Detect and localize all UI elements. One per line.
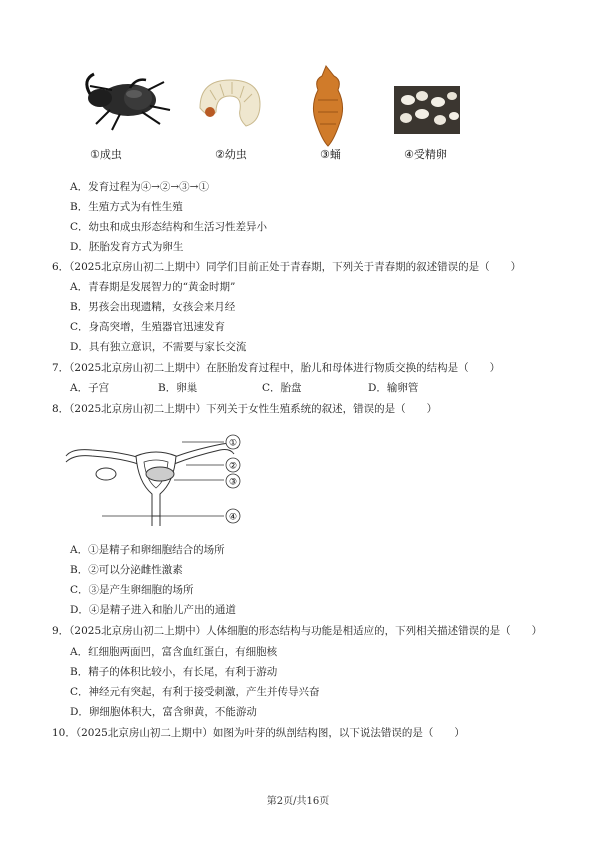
female-reproductive-diagram (62, 430, 252, 530)
caption-adult: ①成虫 (90, 148, 122, 161)
beetle-adult-image (87, 74, 170, 130)
q6-option-b: B．男孩会出现遗精，女孩会来月经 (70, 301, 236, 313)
q6-option-a: A．青春期是发展智力的“黄金时期” (70, 281, 236, 293)
diagram-label-2 (226, 458, 240, 472)
q8-option-d: D．④是精子进入和胎儿产出的通道 (70, 604, 236, 616)
q7-option-c: C．胎盘 (262, 382, 302, 394)
q6-stem: 6．（2025北京房山初二上期中）同学们目前正处于青春期，下列关于青春期的叙述错误的是（ ） (52, 261, 522, 273)
q7-option-a: A．子宫 (70, 382, 110, 394)
q7-option-d: D．输卵管 (368, 382, 419, 394)
diagram-label-1 (226, 435, 240, 449)
caption-egg: ④受精卵 (404, 148, 447, 161)
diagram-label-2-text: ② (228, 461, 238, 472)
q5-option-b: B．生殖方式为有性生殖 (70, 201, 183, 213)
page-footer: 第2页/共16页 (266, 796, 330, 807)
q6-option-d: D．具有独立意识，不需要与家长交流 (70, 341, 247, 353)
q8-stem: 8．（2025北京房山初二上期中）下列关于女性生殖系统的叙述，错误的是（ ） (52, 403, 438, 415)
grub-larva-image (200, 80, 260, 126)
q9-option-b: B．精子的体积比较小，有长尾，有利于游动 (70, 666, 278, 678)
q6-option-c: C．身高突增，生殖器官迅速发育 (70, 321, 226, 333)
q9-option-a: A．红细胞两面凹，富含血红蛋白，有细胞核 (70, 646, 278, 658)
eggs-image (394, 86, 460, 134)
pupa-image (313, 66, 342, 146)
diagram-label-3-text: ③ (228, 477, 238, 488)
q5-option-d: D．胚胎发育方式为卵生 (70, 241, 184, 253)
diagram-label-3 (226, 474, 240, 488)
q8-option-b: B．②可以分泌雌性激素 (70, 564, 183, 576)
diagram-label-4-text: ④ (228, 512, 238, 523)
q5-option-a: A．发育过程为④→②→③→① (70, 181, 209, 193)
diagram-label-1-text: ① (228, 438, 238, 449)
q8-option-c: C．③是产生卵细胞的场所 (70, 584, 194, 596)
q9-option-c: C．神经元有突起，有利于接受刺激，产生并传导兴奋 (70, 686, 320, 698)
q8-option-a: A．①是精子和卵细胞结合的场所 (70, 544, 225, 556)
q10-stem: 10．（2025北京房山初二上期中）如图为叶芽的纵剖结构图，以下说法错误的是（ ） (52, 727, 465, 739)
q5-option-c: C．幼虫和成虫形态结构和生活习性差异小 (70, 221, 268, 233)
diagram-label-4 (226, 509, 240, 523)
caption-pupa: ③蛹 (320, 148, 341, 161)
q9-stem: 9．（2025北京房山初二上期中）人体细胞的形态结构与功能是相适应的，下列相关描述错误的是（ ） (52, 625, 543, 637)
q9-option-d: D．卵细胞体积大，富含卵黄，不能游动 (70, 706, 257, 718)
q7-stem: 7．（2025北京房山初二上期中）在胚胎发育过程中，胎儿和母体进行物质交换的结构是（ ） (52, 362, 501, 374)
q7-option-b: B．卵巢 (158, 382, 198, 394)
caption-larva: ②幼虫 (215, 148, 247, 161)
